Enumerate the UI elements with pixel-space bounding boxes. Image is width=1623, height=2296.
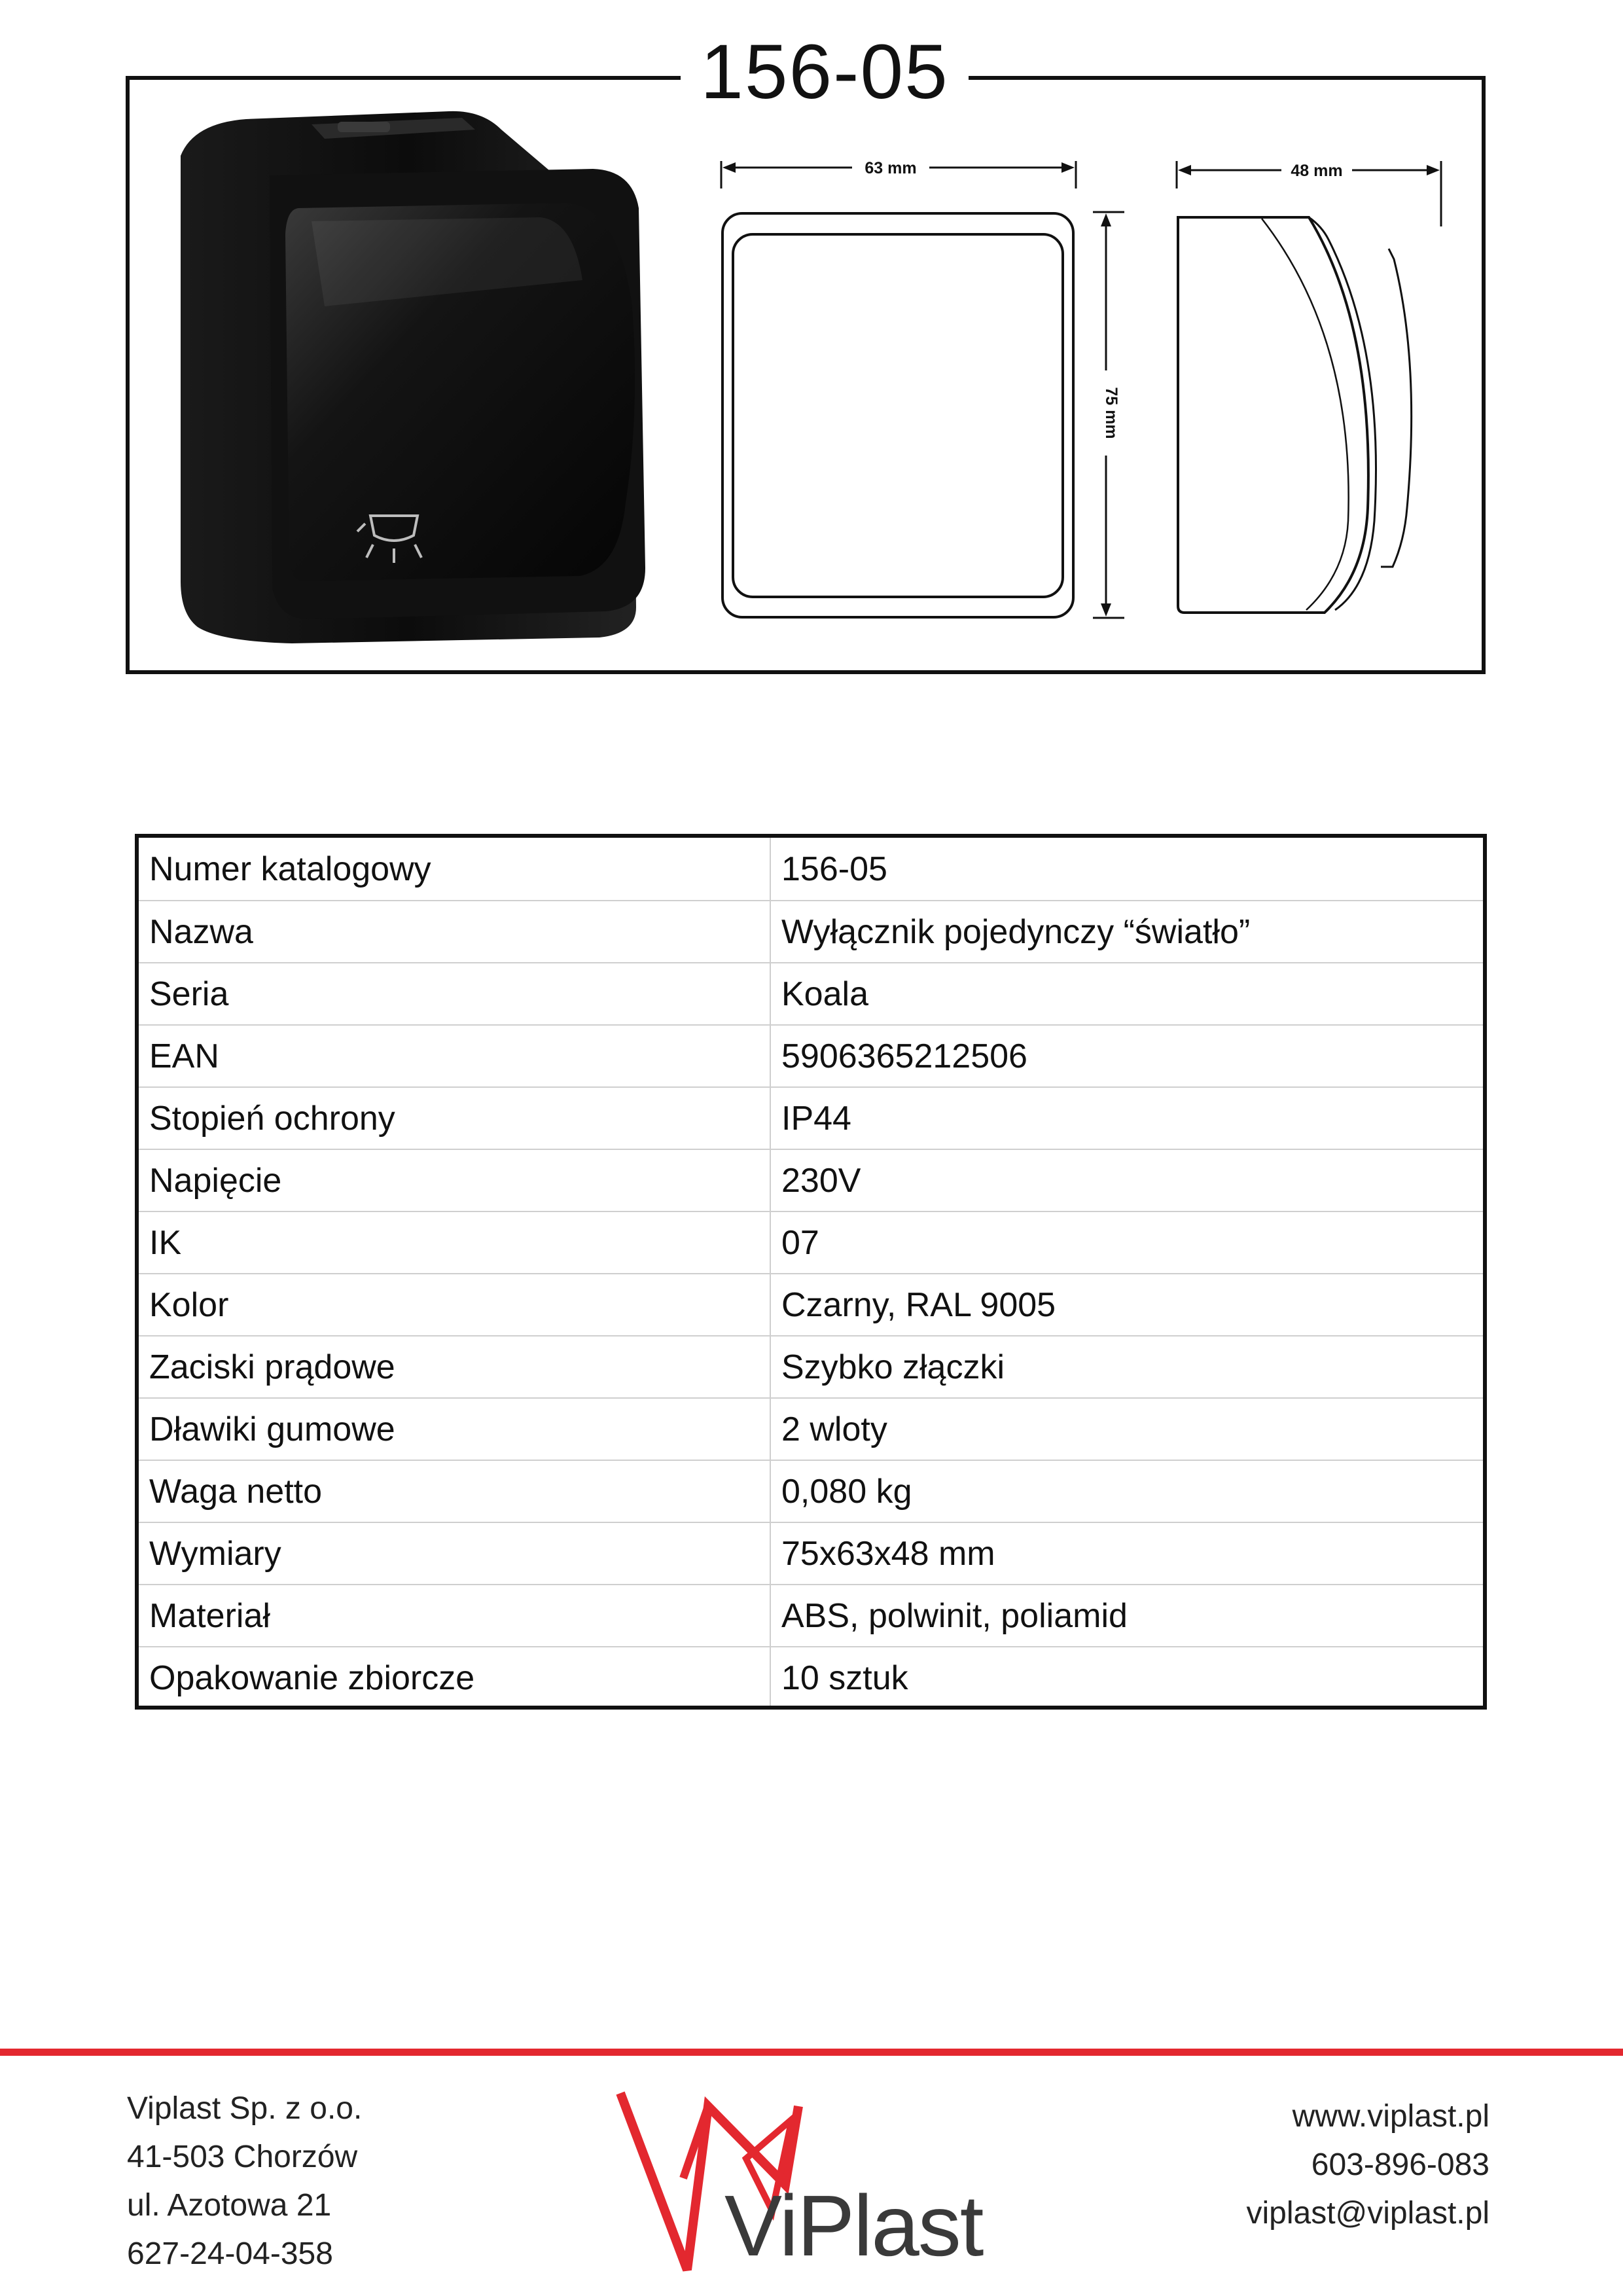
row-value: IP44 bbox=[781, 1099, 851, 1138]
row-value: Koala bbox=[781, 975, 868, 1013]
catalog-number-title: 156-05 bbox=[700, 29, 949, 115]
front-view bbox=[721, 159, 1124, 618]
street-address: ul. Azotowa 21 bbox=[127, 2188, 332, 2223]
row-label: Seria bbox=[149, 975, 229, 1013]
specification-table bbox=[135, 834, 1487, 1710]
row-label: Dławiki gumowe bbox=[149, 1410, 395, 1448]
row-label: Waga netto bbox=[149, 1472, 323, 1511]
title-container bbox=[681, 26, 969, 118]
website-link[interactable]: www.viplast.pl bbox=[1292, 2099, 1489, 2134]
width-dimension-label: 63 mm bbox=[865, 159, 917, 177]
row-label: Wymiary bbox=[149, 1534, 281, 1573]
table-row bbox=[139, 1211, 1483, 1273]
row-value: Wyłącznik pojedynczy “światło” bbox=[781, 912, 1251, 951]
row-value: Szybko złączki bbox=[781, 1348, 1005, 1386]
logo-wordmark: ViPlast bbox=[724, 2178, 983, 2274]
row-value: 156-05 bbox=[781, 850, 887, 888]
row-label: Nazwa bbox=[149, 912, 253, 951]
row-value: ABS, polwinit, poliamid bbox=[781, 1596, 1128, 1635]
side-view bbox=[1177, 161, 1441, 613]
tax-id: 627-24-04-358 bbox=[127, 2236, 333, 2271]
row-value: 0,080 kg bbox=[781, 1472, 912, 1511]
row-label: EAN bbox=[149, 1037, 219, 1075]
row-value: 75x63x48 mm bbox=[781, 1534, 995, 1573]
dimension-drawing bbox=[707, 141, 1466, 639]
row-value: 10 sztuk bbox=[781, 1659, 908, 1697]
row-label: Stopień ochrony bbox=[149, 1099, 395, 1138]
product-photo bbox=[174, 110, 656, 643]
table-row bbox=[139, 900, 1483, 962]
depth-dimension-label: 48 mm bbox=[1291, 162, 1343, 180]
table-row bbox=[139, 1273, 1483, 1335]
table-row bbox=[139, 1522, 1483, 1584]
table-row bbox=[139, 962, 1483, 1024]
row-value: 230V bbox=[781, 1161, 861, 1200]
company-name: Viplast Sp. z o.o. bbox=[127, 2091, 363, 2126]
footer-divider bbox=[0, 2049, 1623, 2056]
email-link[interactable]: viplast@viplast.pl bbox=[1246, 2196, 1489, 2231]
company-contact bbox=[1246, 2092, 1489, 2238]
table-row bbox=[139, 838, 1483, 900]
table-row bbox=[139, 1149, 1483, 1211]
table-row bbox=[139, 1086, 1483, 1149]
table-row bbox=[139, 1024, 1483, 1086]
table-row bbox=[139, 1646, 1483, 1708]
row-label: Napięcie bbox=[149, 1161, 282, 1200]
row-value: 2 wloty bbox=[781, 1410, 887, 1448]
table-row bbox=[139, 1397, 1483, 1460]
phone-number: 603-896-083 bbox=[1311, 2147, 1489, 2182]
table-row bbox=[139, 1335, 1483, 1397]
row-label: IK bbox=[149, 1223, 182, 1262]
row-label: Opakowanie zbiorcze bbox=[149, 1659, 475, 1697]
row-value: 07 bbox=[781, 1223, 819, 1262]
table-row bbox=[139, 1460, 1483, 1522]
postal-city: 41-503 Chorzów bbox=[127, 2140, 358, 2174]
row-label: Kolor bbox=[149, 1285, 229, 1324]
row-label: Zaciski prądowe bbox=[149, 1348, 395, 1386]
row-label: Materiał bbox=[149, 1596, 270, 1635]
company-address bbox=[127, 2085, 362, 2278]
row-value: 5906365212506 bbox=[781, 1037, 1027, 1075]
table-row bbox=[139, 1584, 1483, 1646]
row-value: Czarny, RAL 9005 bbox=[781, 1285, 1056, 1324]
height-dimension-label: 75 mm bbox=[1102, 387, 1120, 439]
row-label: Numer katalogowy bbox=[149, 850, 431, 888]
